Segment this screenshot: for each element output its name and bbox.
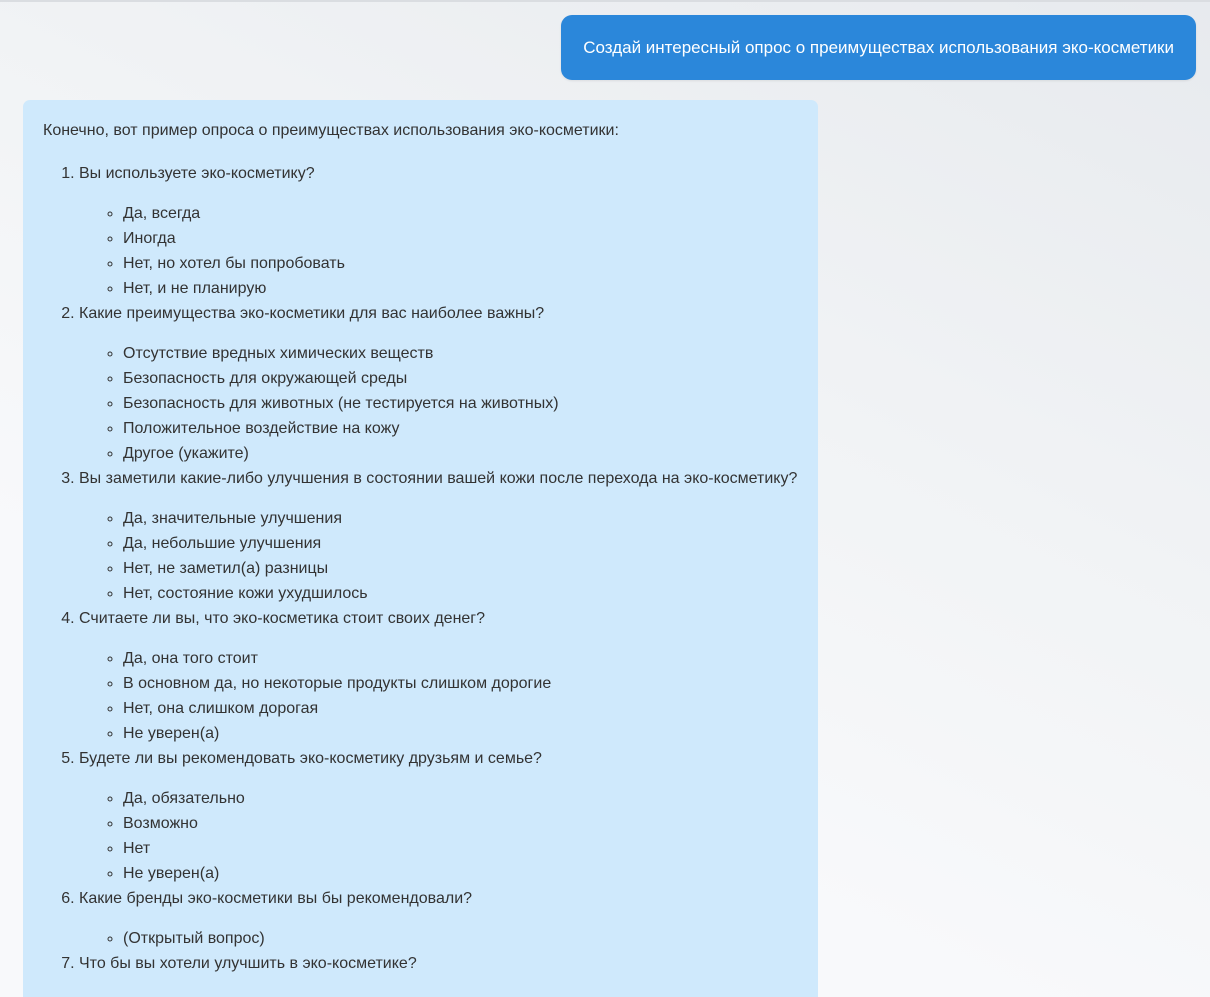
survey-question: [79, 466, 798, 606]
survey-question: [79, 301, 798, 466]
survey-question: [79, 746, 798, 886]
survey-option: ◦ Да, небольшие улучшения: [123, 531, 798, 556]
survey-question: [79, 606, 798, 746]
window-top-edge: [0, 0, 1210, 2]
survey-question: [79, 886, 798, 951]
survey-option-list: [79, 506, 798, 606]
survey-question-text: Считаете ли вы, что эко-косметика стоит своих денег?: [79, 610, 486, 627]
survey-option-list: [79, 341, 798, 466]
survey-option: ◦ В основном да, но некоторые продукты слишком дорогие: [123, 671, 798, 696]
survey-option: ◦ Не уверен(а): [123, 721, 798, 746]
survey-option-list: [79, 646, 798, 746]
survey-option-list: [79, 926, 798, 951]
survey-option: ◦ Да, обязательно: [123, 786, 798, 811]
survey-option: ◦ Не уверен(а): [123, 861, 798, 886]
survey-option: ◦ Нет, состояние кожи ухудшилось: [123, 581, 798, 606]
survey-question-text: Вы заметили какие-либо улучшения в состоянии вашей кожи после перехода на эко-косметику?: [79, 470, 798, 487]
survey-question-text: Какие преимущества эко-косметики для вас наиболее важны?: [79, 305, 545, 322]
survey-option: ◦ Нет, но хотел бы попробовать: [123, 251, 798, 276]
survey-option: ◦ Возможно: [123, 811, 798, 836]
survey-option: ◦ Нет, она слишком дорогая: [123, 696, 798, 721]
survey-question-text: Что бы вы хотели улучшить в эко-косметике?: [79, 955, 417, 972]
survey-question: [79, 951, 798, 976]
survey-question-text: Вы используете эко-косметику?: [79, 165, 315, 182]
survey-option: ◦ Другое (укажите): [123, 441, 798, 466]
survey-option-list: [79, 201, 798, 301]
survey-option: ◦ Положительное воздействие на кожу: [123, 416, 798, 441]
survey-option: ◦ Нет, и не планирую: [123, 276, 798, 301]
assistant-message-bubble: [23, 100, 818, 997]
survey-option: ◦ (Открытый вопрос): [123, 926, 798, 951]
survey-option: ◦ Да, значительные улучшения: [123, 506, 798, 531]
assistant-intro-text: Конечно, вот пример опроса о преимуществах использования эко-косметики:: [43, 122, 619, 139]
survey-option-list: [79, 786, 798, 886]
user-message-text: Создай интересный опрос о преимуществах использования эко-косметики: [583, 37, 1174, 57]
survey-option: ◦ Да, она того стоит: [123, 646, 798, 671]
survey-option: ◦ Безопасность для окружающей среды: [123, 366, 798, 391]
survey-option: ◦ Нет: [123, 836, 798, 861]
survey-question-text: Будете ли вы рекомендовать эко-косметику друзьям и семье?: [79, 750, 542, 767]
survey-question-list: [43, 161, 798, 976]
survey-option: ◦ Да, всегда: [123, 201, 798, 226]
user-message-bubble[interactable]: [561, 15, 1196, 80]
survey-option: ◦ Иногда: [123, 226, 798, 251]
survey-question: [79, 161, 798, 301]
survey-option: ◦ Отсутствие вредных химических веществ: [123, 341, 798, 366]
survey-option: ◦ Нет, не заметил(а) разницы: [123, 556, 798, 581]
survey-option: ◦ Безопасность для животных (не тестируется на животных): [123, 391, 798, 416]
survey-question-text: Какие бренды эко-косметики вы бы рекомендовали?: [79, 890, 473, 907]
